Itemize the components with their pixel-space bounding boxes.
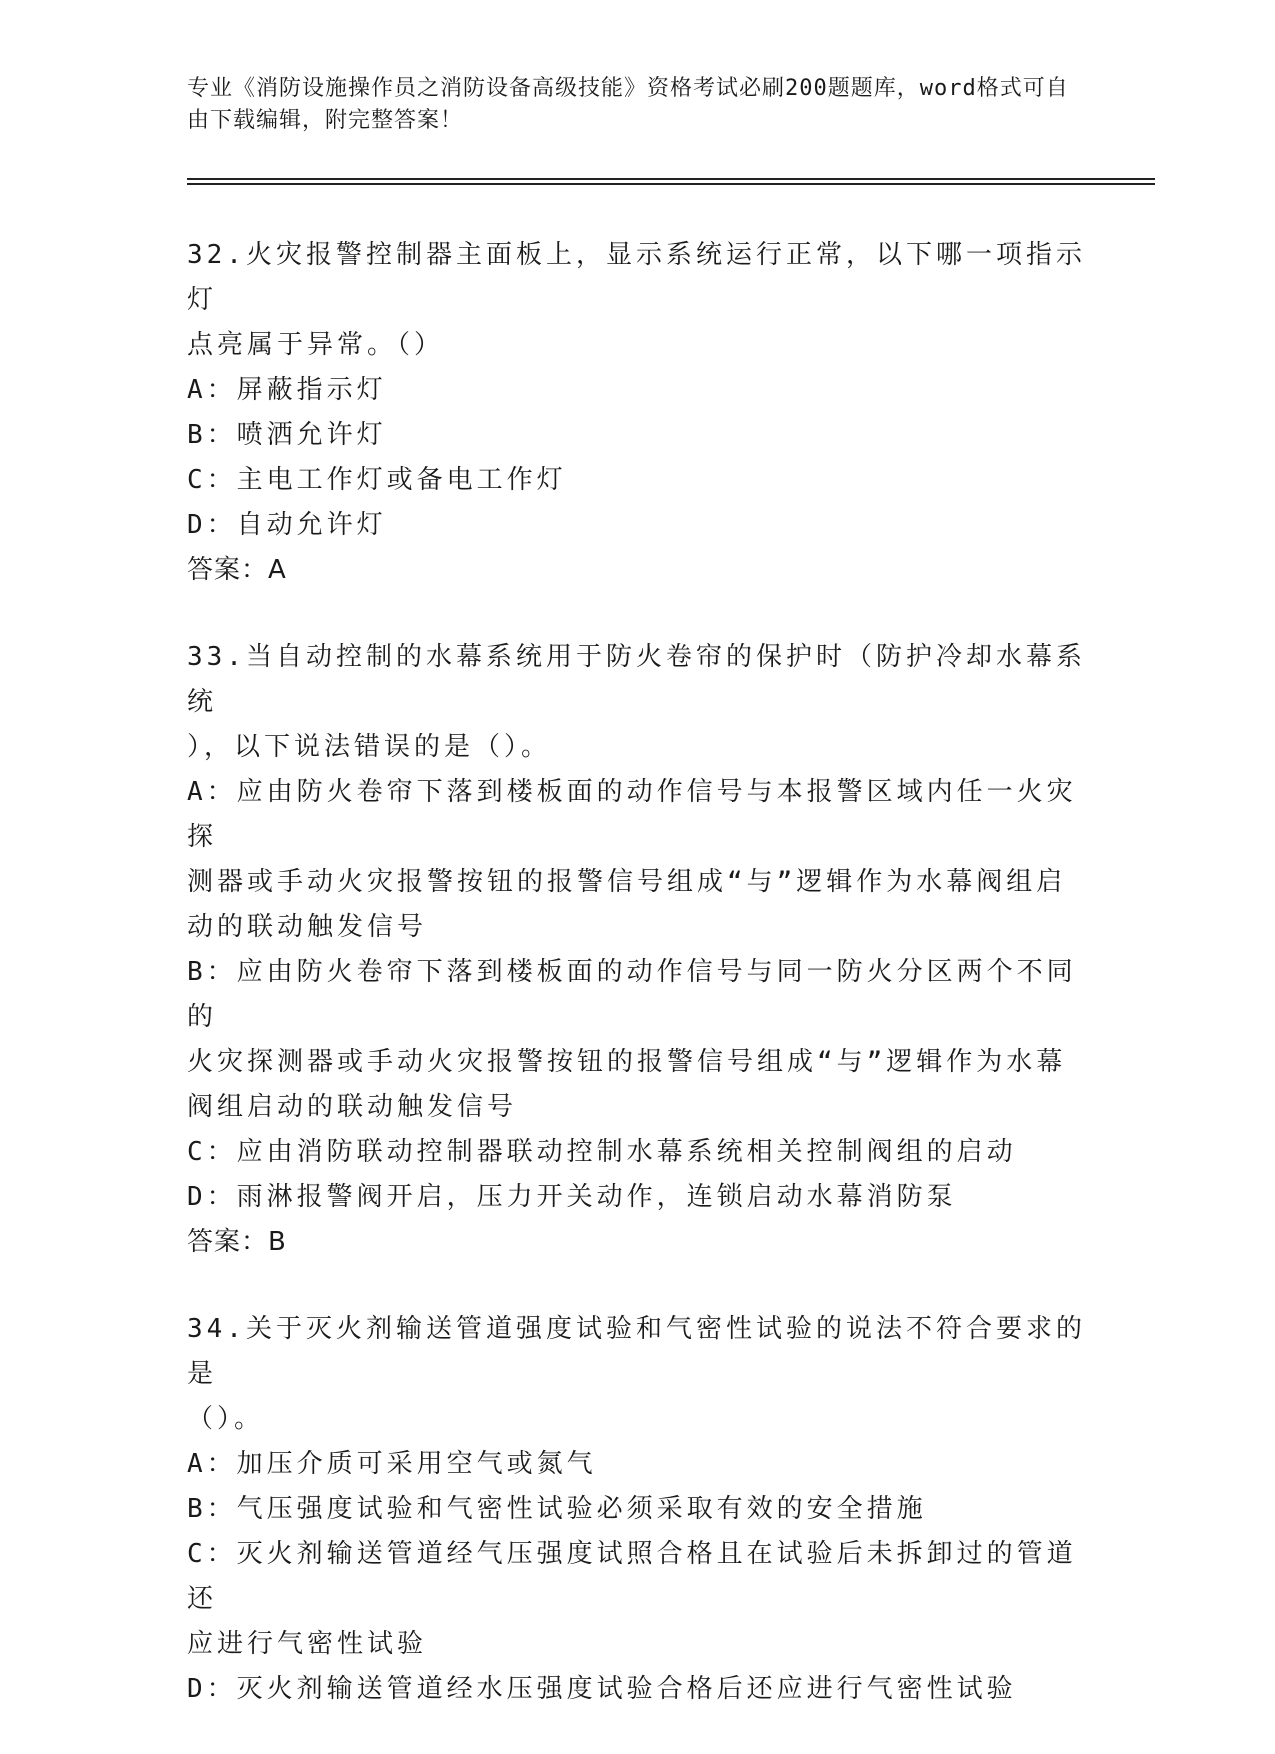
question-stem-line: （）。 — [187, 1404, 265, 1434]
header-divider-bottom — [187, 183, 1155, 185]
answer-option-line: 应进行气密性试验 — [187, 1629, 428, 1659]
question-block — [187, 233, 1087, 593]
question-stem-line: 34.关于灭火剂输送管道强度试验和气密性试验的说法不符合要求的是 — [187, 1314, 1086, 1389]
question-stem-line: 点亮属于异常。（） — [187, 330, 445, 360]
answer-option — [187, 1532, 1087, 1667]
answer-option-line: C：灭火剂输送管道经气压强度试照合格且在试验后未拆卸过的管道还 — [187, 1539, 1077, 1614]
answer-option-line: C：主电工作灯或备电工作灯 — [187, 465, 567, 495]
answer-option — [187, 458, 1087, 503]
question-list — [187, 233, 1087, 1754]
answer-option — [187, 368, 1087, 413]
answer-option — [187, 1130, 1087, 1175]
document-header: 专业《消防设施操作员之消防设备高级技能》资格考试必刷200题题库，word格式可自由下载编辑，附完整答案！ — [187, 76, 1069, 133]
answer-option-line: 动的联动触发信号 — [187, 912, 428, 942]
question-stem-line: 32.火灾报警控制器主面板上，显示系统运行正常，以下哪一项指示灯 — [187, 240, 1086, 315]
answer-key: 答案：B — [187, 1227, 287, 1257]
answer-option-line: B：喷洒允许灯 — [187, 420, 387, 450]
answer-option — [187, 950, 1087, 1130]
question-stem-line: ），以下说法错误的是（）。 — [187, 732, 552, 762]
answer-option-line: D：雨淋报警阀开启，压力开关动作，连锁启动水幕消防泵 — [187, 1182, 957, 1212]
question-stem-line: 33.当自动控制的水幕系统用于防火卷帘的保护时（防护冷却水幕系统 — [187, 642, 1086, 717]
answer-option-line: A：加压介质可采用空气或氮气 — [187, 1449, 597, 1479]
answer-option — [187, 1667, 1087, 1712]
answer-option-line: B：应由防火卷帘下落到楼板面的动作信号与同一防火分区两个不同的 — [187, 957, 1077, 1032]
answer-option-line: 火灾探测器或手动火灾报警按钮的报警信号组成“与”逻辑作为水幕 — [187, 1047, 1067, 1077]
answer-option-line: A：屏蔽指示灯 — [187, 375, 387, 405]
header-divider-top — [187, 178, 1155, 180]
answer-option-line: 阀组启动的联动触发信号 — [187, 1092, 518, 1122]
answer-option — [187, 1487, 1087, 1532]
answer-option — [187, 1442, 1087, 1487]
question-block — [187, 635, 1087, 1265]
answer-option — [187, 503, 1087, 548]
answer-option-line: C：应由消防联动控制器联动控制水幕系统相关控制阀组的启动 — [187, 1137, 1017, 1167]
answer-option — [187, 413, 1087, 458]
answer-key: 答案：A — [187, 555, 287, 585]
answer-option-line: D：灭火剂输送管道经水压强度试验合格后还应进行气密性试验 — [187, 1674, 1017, 1704]
answer-option — [187, 770, 1087, 950]
question-block — [187, 1307, 1087, 1712]
answer-option-line: B：气压强度试验和气密性试验必须采取有效的安全措施 — [187, 1494, 927, 1524]
answer-option — [187, 1175, 1087, 1220]
answer-option-line: A：应由防火卷帘下落到楼板面的动作信号与本报警区域内任一火灾探 — [187, 777, 1077, 852]
answer-option-line: D：自动允许灯 — [187, 510, 387, 540]
answer-option-line: 测器或手动火灾报警按钮的报警信号组成“与”逻辑作为水幕阀组启 — [187, 867, 1067, 897]
